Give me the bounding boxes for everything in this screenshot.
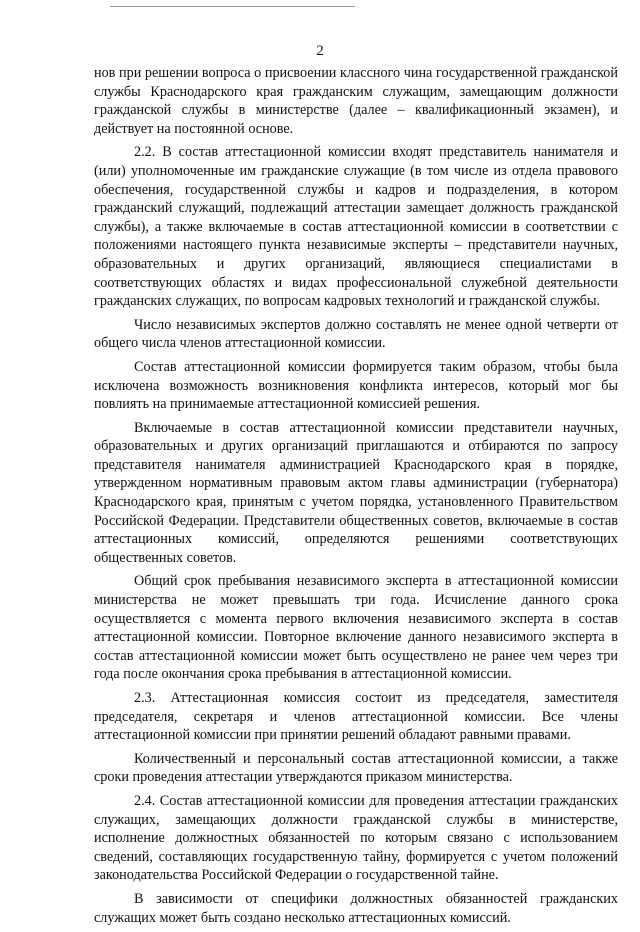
paragraph-2-4: 2.4. Состав аттестационной комиссии для проведения аттестации гражданских служащих, замещающих должности гражданской службы в министерстве, исполнение должностных обязанностей по которым связано с использованием сведений, составляющих государственную тайну, формируется с учетом положений законодательства Российской Федерации о государственной тайне. <box>94 792 618 884</box>
paragraph-expert-term: Общий срок пребывания независимого эксперта в аттестационной комиссии министерства не может превышать три года. Исчисление данного срока осуществляется с момента первого включения независимого эксперта в состав аттестационной комиссии. Повторное включение данного независимого эксперта в состав аттестационной комиссии может быть осуществлено не ранее чем через три года после окончания срока пребывания в аттестационной комиссии. <box>94 573 618 683</box>
paragraph-continuation: нов при решении вопроса о присвоении классного чина государственной гражданской службы Краснодарского края гражданским служащим, замещающим должности гражданской службы в министерстве (далее – квалификационный экзамен), и действует на постоянной основе. <box>94 65 618 137</box>
paragraph-2-3: 2.3. Аттестационная комиссия состоит из председателя, заместителя председателя, секретаря и членов аттестационной комиссии. Все члены аттестационной комиссии при принятии решений обладают равными правами. <box>94 690 618 744</box>
paragraph-conflict-of-interest: Состав аттестационной комиссии формируется таким образом, чтобы была исключена возможность возникновения конфликта интересов, который мог бы повлиять на принимаемые аттестационной комиссией решения. <box>94 358 618 413</box>
paragraph-composition-approval: Количественный и персональный состав аттестационной комиссии, а также сроки проведения аттестации утверждаются приказом министерства. <box>94 750 618 786</box>
paragraph-2-2: 2.2. В состав аттестационной комиссии входят представитель нанимателя и (или) уполномоченные им гражданские служащие (в том числе из отдела правового обеспечения, государственной службы и кадров и подразделения, в котором гражданский служащий, подлежащий аттестации замещает должность гражданской службы), а также включаемые в состав аттестационной комиссии в соответствии с положениями настоящего пункта независимые эксперты – представители научных, образовательных и других организаций, являющиеся специалистами в соответствующих областях и видах профессиональной служебной деятельности гражданских служащих, по вопросам кадровых технологий и гражданской службы. <box>94 144 618 310</box>
paragraph-experts-share: Число независимых экспертов должно составлять не менее одной четверти от общего числа членов аттестационной комиссии. <box>94 316 618 352</box>
page-number: 2 <box>316 43 324 59</box>
document-body <box>94 64 618 932</box>
paragraph-invited-representatives: Включаемые в состав аттестационной комиссии представители научных, образовательных и других организаций приглашаются и отбираются по запросу представителя нанимателя администрацией Краснодарского края в порядке, утвержденном нормативным правовым актом главы администрации (губернатора) Краснодарского края, принятым с учетом порядка, установленного Правительством Российской Федерации. Представители общественных советов, включаемые в состав аттестационных комиссий, определяются решениями соответствующих общественных советов. <box>94 419 618 566</box>
paragraph-multiple-commissions: В зависимости от специфики должностных обязанностей гражданских служащих может быть создано несколько аттестационных комиссий. <box>94 890 618 926</box>
scan-top-rule <box>110 6 355 7</box>
